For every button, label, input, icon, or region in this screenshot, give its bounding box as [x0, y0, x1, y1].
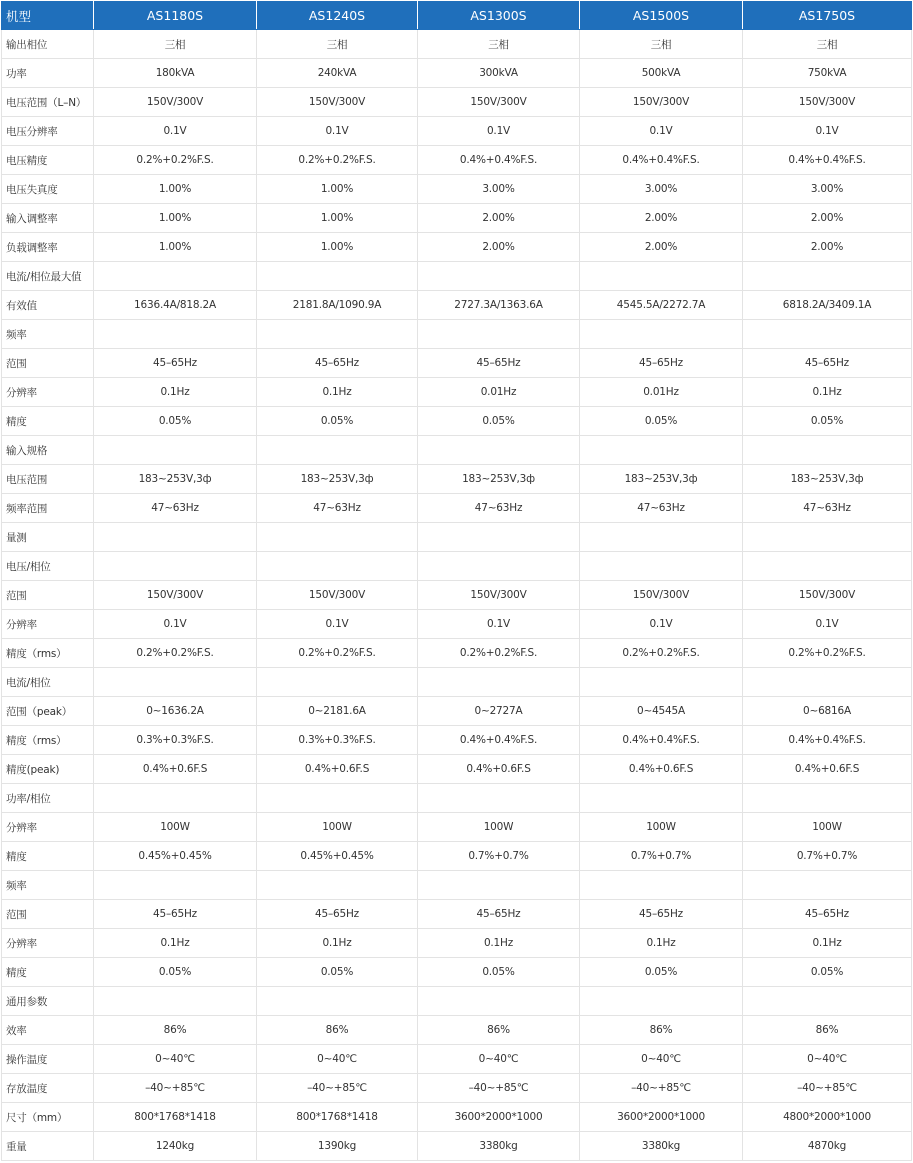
- table-cell: [580, 262, 743, 291]
- table-cell: 1.00%: [257, 175, 418, 204]
- header-model: AS1750S: [743, 2, 912, 30]
- row-label: 重量: [2, 1132, 94, 1161]
- table-cell: 0.4%+0.6F.S: [94, 755, 257, 784]
- table-cell: 150V/300V: [257, 581, 418, 610]
- table-row: [2, 320, 912, 349]
- table-cell: [94, 552, 257, 581]
- table-cell: 47~63Hz: [94, 494, 257, 523]
- row-label: 范围: [2, 581, 94, 610]
- table-row: [2, 813, 912, 842]
- table-cell: [418, 784, 580, 813]
- table-cell: [743, 320, 912, 349]
- table-cell: [743, 436, 912, 465]
- row-label: 电流/相位最大值: [2, 262, 94, 291]
- table-cell: 4800*2000*1000: [743, 1103, 912, 1132]
- table-row: [2, 668, 912, 697]
- table-cell: 0.4%+0.4%F.S.: [743, 726, 912, 755]
- table-cell: 0.05%: [743, 958, 912, 987]
- table-row: [2, 349, 912, 378]
- table-cell: 1390kg: [257, 1132, 418, 1161]
- table-cell: 三相: [580, 30, 743, 59]
- table-cell: 3600*2000*1000: [580, 1103, 743, 1132]
- table-cell: [418, 987, 580, 1016]
- table-cell: 0.4%+0.6F.S: [580, 755, 743, 784]
- table-cell: 0~1636.2A: [94, 697, 257, 726]
- table-row: [2, 697, 912, 726]
- table-cell: 0.1V: [580, 117, 743, 146]
- table-cell: 0.45%+0.45%: [257, 842, 418, 871]
- table-cell: 0.05%: [418, 958, 580, 987]
- table-cell: 0.4%+0.6F.S: [257, 755, 418, 784]
- table-cell: 150V/300V: [743, 581, 912, 610]
- table-cell: 0~40℃: [257, 1045, 418, 1074]
- table-cell: 150V/300V: [418, 88, 580, 117]
- row-label: 量测: [2, 523, 94, 552]
- row-label: 通用参数: [2, 987, 94, 1016]
- row-label: 电压范围: [2, 465, 94, 494]
- row-label: 电压/相位: [2, 552, 94, 581]
- table-cell: 45–65Hz: [743, 900, 912, 929]
- table-cell: [94, 668, 257, 697]
- table-cell: [257, 668, 418, 697]
- table-cell: 800*1768*1418: [94, 1103, 257, 1132]
- table-cell: –40~+85℃: [418, 1074, 580, 1103]
- table-cell: 183~253V,3ф: [94, 465, 257, 494]
- table-cell: 0.4%+0.4%F.S.: [418, 726, 580, 755]
- table-cell: 2727.3A/1363.6A: [418, 291, 580, 320]
- table-row: [2, 146, 912, 175]
- table-cell: 47~63Hz: [743, 494, 912, 523]
- table-cell: 150V/300V: [94, 88, 257, 117]
- table-cell: 300kVA: [418, 59, 580, 88]
- row-label: 功率/相位: [2, 784, 94, 813]
- table-cell: 100W: [580, 813, 743, 842]
- row-label: 分辨率: [2, 813, 94, 842]
- table-row: [2, 1045, 912, 1074]
- table-cell: 0.05%: [418, 407, 580, 436]
- table-cell: [743, 871, 912, 900]
- table-cell: 0.1V: [257, 610, 418, 639]
- table-cell: 0.4%+0.6F.S: [743, 755, 912, 784]
- table-cell: [743, 262, 912, 291]
- table-cell: 0.45%+0.45%: [94, 842, 257, 871]
- table-cell: [743, 987, 912, 1016]
- spec-table: [1, 1, 912, 1161]
- table-cell: 183~253V,3ф: [580, 465, 743, 494]
- table-cell: 3.00%: [418, 175, 580, 204]
- table-cell: 0~40℃: [418, 1045, 580, 1074]
- table-cell: 1.00%: [94, 204, 257, 233]
- table-cell: 180kVA: [94, 59, 257, 88]
- table-cell: 0~2727A: [418, 697, 580, 726]
- table-cell: 三相: [418, 30, 580, 59]
- table-cell: [257, 320, 418, 349]
- row-label: 电压失真度: [2, 175, 94, 204]
- table-cell: 150V/300V: [418, 581, 580, 610]
- row-label: 有效值: [2, 291, 94, 320]
- table-cell: 1.00%: [257, 204, 418, 233]
- table-cell: 0.2%+0.2%F.S.: [257, 146, 418, 175]
- table-cell: 150V/300V: [580, 581, 743, 610]
- table-cell: 3380kg: [418, 1132, 580, 1161]
- table-cell: 3.00%: [743, 175, 912, 204]
- table-cell: 45–65Hz: [257, 349, 418, 378]
- row-label: 输入规格: [2, 436, 94, 465]
- table-row: [2, 552, 912, 581]
- table-cell: 0.05%: [94, 407, 257, 436]
- table-cell: [743, 552, 912, 581]
- table-cell: 0.1V: [94, 610, 257, 639]
- table-cell: [418, 262, 580, 291]
- table-cell: 2.00%: [743, 204, 912, 233]
- table-cell: 86%: [418, 1016, 580, 1045]
- table-cell: 45–65Hz: [418, 900, 580, 929]
- table-cell: 1.00%: [94, 233, 257, 262]
- table-row: [2, 436, 912, 465]
- table-cell: [580, 987, 743, 1016]
- row-label: 精度(peak): [2, 755, 94, 784]
- row-label: 输出相位: [2, 30, 94, 59]
- table-cell: 100W: [743, 813, 912, 842]
- row-label: 范围（peak）: [2, 697, 94, 726]
- table-cell: 三相: [94, 30, 257, 59]
- table-cell: 183~253V,3ф: [257, 465, 418, 494]
- table-cell: 0~2181.6A: [257, 697, 418, 726]
- table-cell: [257, 552, 418, 581]
- table-row: [2, 30, 912, 59]
- table-cell: [580, 320, 743, 349]
- header-model: AS1180S: [94, 2, 257, 30]
- table-cell: 6818.2A/3409.1A: [743, 291, 912, 320]
- table-cell: 1.00%: [257, 233, 418, 262]
- table-row: [2, 59, 912, 88]
- row-label: 操作温度: [2, 1045, 94, 1074]
- row-label: 频率: [2, 320, 94, 349]
- table-row: [2, 117, 912, 146]
- table-cell: 100W: [257, 813, 418, 842]
- table-cell: 0.1Hz: [580, 929, 743, 958]
- row-label: 频率范围: [2, 494, 94, 523]
- table-row: [2, 784, 912, 813]
- table-cell: 3.00%: [580, 175, 743, 204]
- row-label: 分辨率: [2, 378, 94, 407]
- table-cell: 0.05%: [743, 407, 912, 436]
- table-cell: [743, 523, 912, 552]
- table-cell: 0.01Hz: [418, 378, 580, 407]
- table-cell: [418, 552, 580, 581]
- table-cell: 0.05%: [257, 407, 418, 436]
- table-cell: 0.1V: [743, 117, 912, 146]
- table-cell: [418, 523, 580, 552]
- table-row: [2, 407, 912, 436]
- table-cell: 240kVA: [257, 59, 418, 88]
- table-cell: 500kVA: [580, 59, 743, 88]
- header-model: AS1500S: [580, 2, 743, 30]
- table-cell: [257, 784, 418, 813]
- table-body: [2, 30, 912, 1161]
- table-cell: 0.4%+0.4%F.S.: [743, 146, 912, 175]
- table-cell: [94, 436, 257, 465]
- table-cell: 0~40℃: [743, 1045, 912, 1074]
- header-label: 机型: [2, 2, 94, 30]
- table-row: [2, 1132, 912, 1161]
- row-label: 尺寸（mm）: [2, 1103, 94, 1132]
- row-label: 分辨率: [2, 929, 94, 958]
- table-cell: [257, 523, 418, 552]
- row-label: 电压分辨率: [2, 117, 94, 146]
- table-cell: 0.4%+0.4%F.S.: [580, 146, 743, 175]
- table-cell: 0.7%+0.7%: [580, 842, 743, 871]
- table-cell: 0.1Hz: [743, 378, 912, 407]
- row-label: 电压范围（L–N）: [2, 88, 94, 117]
- table-cell: 150V/300V: [580, 88, 743, 117]
- table-row: [2, 900, 912, 929]
- row-label: 分辨率: [2, 610, 94, 639]
- table-cell: 45–65Hz: [94, 349, 257, 378]
- table-cell: [94, 871, 257, 900]
- table-row: [2, 465, 912, 494]
- table-row: [2, 523, 912, 552]
- table-cell: [94, 523, 257, 552]
- table-cell: 45–65Hz: [257, 900, 418, 929]
- table-row: [2, 378, 912, 407]
- table-cell: 0.7%+0.7%: [418, 842, 580, 871]
- table-row: [2, 929, 912, 958]
- table-row: [2, 1016, 912, 1045]
- table-cell: 0.01Hz: [580, 378, 743, 407]
- table-cell: 0.2%+0.2%F.S.: [743, 639, 912, 668]
- table-row: [2, 1074, 912, 1103]
- table-cell: 183~253V,3ф: [743, 465, 912, 494]
- table-cell: [257, 987, 418, 1016]
- table-cell: 1.00%: [94, 175, 257, 204]
- table-cell: 0.1Hz: [94, 929, 257, 958]
- table-cell: –40~+85℃: [257, 1074, 418, 1103]
- table-cell: –40~+85℃: [580, 1074, 743, 1103]
- table-cell: 0.1Hz: [418, 929, 580, 958]
- table-cell: [743, 668, 912, 697]
- table-cell: [418, 871, 580, 900]
- table-cell: 0.4%+0.6F.S: [418, 755, 580, 784]
- table-row: [2, 175, 912, 204]
- table-cell: 0.7%+0.7%: [743, 842, 912, 871]
- table-cell: 0.3%+0.3%F.S.: [257, 726, 418, 755]
- table-row: [2, 958, 912, 987]
- table-cell: 2181.8A/1090.9A: [257, 291, 418, 320]
- row-label: 效率: [2, 1016, 94, 1045]
- table-header-row: [2, 2, 912, 30]
- table-cell: 0.4%+0.4%F.S.: [418, 146, 580, 175]
- table-cell: 47~63Hz: [418, 494, 580, 523]
- table-cell: 0.1V: [580, 610, 743, 639]
- row-label: 精度: [2, 958, 94, 987]
- table-cell: 4870kg: [743, 1132, 912, 1161]
- table-cell: 0.2%+0.2%F.S.: [94, 639, 257, 668]
- table-row: [2, 610, 912, 639]
- table-row: [2, 639, 912, 668]
- table-cell: 1636.4A/818.2A: [94, 291, 257, 320]
- row-label: 精度（rms）: [2, 639, 94, 668]
- row-label: 负载调整率: [2, 233, 94, 262]
- table-cell: 2.00%: [418, 204, 580, 233]
- table-row: [2, 1103, 912, 1132]
- table-cell: 45–65Hz: [580, 349, 743, 378]
- table-cell: 800*1768*1418: [257, 1103, 418, 1132]
- table-row: [2, 262, 912, 291]
- table-cell: [257, 871, 418, 900]
- row-label: 精度: [2, 842, 94, 871]
- table-cell: 45–65Hz: [418, 349, 580, 378]
- table-cell: 4545.5A/2272.7A: [580, 291, 743, 320]
- table-row: [2, 494, 912, 523]
- table-cell: 0.1V: [418, 117, 580, 146]
- table-row: [2, 755, 912, 784]
- table-cell: [418, 320, 580, 349]
- table-cell: 0.05%: [580, 958, 743, 987]
- table-cell: 183~253V,3ф: [418, 465, 580, 494]
- table-cell: 1240kg: [94, 1132, 257, 1161]
- table-cell: –40~+85℃: [743, 1074, 912, 1103]
- table-cell: 2.00%: [743, 233, 912, 262]
- table-cell: 45–65Hz: [580, 900, 743, 929]
- table-cell: [257, 262, 418, 291]
- table-cell: [94, 784, 257, 813]
- table-cell: 0.1Hz: [94, 378, 257, 407]
- table-cell: 0.05%: [580, 407, 743, 436]
- table-cell: 45–65Hz: [94, 900, 257, 929]
- table-cell: 0.1Hz: [257, 378, 418, 407]
- row-label: 电压精度: [2, 146, 94, 175]
- table-cell: 0.2%+0.2%F.S.: [94, 146, 257, 175]
- header-model: AS1240S: [257, 2, 418, 30]
- table-cell: 2.00%: [580, 204, 743, 233]
- table-cell: 3600*2000*1000: [418, 1103, 580, 1132]
- table-cell: [580, 523, 743, 552]
- table-cell: 47~63Hz: [257, 494, 418, 523]
- row-label: 精度: [2, 407, 94, 436]
- table-row: [2, 871, 912, 900]
- table-cell: 150V/300V: [257, 88, 418, 117]
- table-cell: 0.1V: [94, 117, 257, 146]
- table-cell: 0~6816A: [743, 697, 912, 726]
- table-cell: 三相: [257, 30, 418, 59]
- table-row: [2, 291, 912, 320]
- table-cell: [257, 436, 418, 465]
- row-label: 存放温度: [2, 1074, 94, 1103]
- row-label: 电流/相位: [2, 668, 94, 697]
- table-cell: 86%: [94, 1016, 257, 1045]
- table-cell: [580, 871, 743, 900]
- table-cell: [94, 987, 257, 1016]
- table-cell: 0~4545A: [580, 697, 743, 726]
- row-label: 范围: [2, 900, 94, 929]
- table-row: [2, 842, 912, 871]
- table-cell: 0~40℃: [580, 1045, 743, 1074]
- table-cell: 0.2%+0.2%F.S.: [580, 639, 743, 668]
- table-cell: 0.1V: [743, 610, 912, 639]
- table-cell: 86%: [743, 1016, 912, 1045]
- table-cell: [580, 784, 743, 813]
- table-cell: 0.1Hz: [743, 929, 912, 958]
- table-cell: 2.00%: [580, 233, 743, 262]
- table-cell: 100W: [418, 813, 580, 842]
- table-cell: 0.1V: [257, 117, 418, 146]
- table-cell: 0.4%+0.4%F.S.: [580, 726, 743, 755]
- table-cell: 0.1V: [418, 610, 580, 639]
- table-cell: [418, 668, 580, 697]
- table-cell: [743, 784, 912, 813]
- table-cell: 0.2%+0.2%F.S.: [418, 639, 580, 668]
- table-cell: 0~40℃: [94, 1045, 257, 1074]
- table-cell: 0.2%+0.2%F.S.: [257, 639, 418, 668]
- table-row: [2, 987, 912, 1016]
- table-row: [2, 88, 912, 117]
- row-label: 范围: [2, 349, 94, 378]
- table-cell: 47~63Hz: [580, 494, 743, 523]
- table-cell: –40~+85℃: [94, 1074, 257, 1103]
- table-cell: [418, 436, 580, 465]
- row-label: 精度（rms）: [2, 726, 94, 755]
- table-row: [2, 726, 912, 755]
- table-cell: 150V/300V: [743, 88, 912, 117]
- table-cell: 86%: [580, 1016, 743, 1045]
- row-label: 输入调整率: [2, 204, 94, 233]
- table-cell: 0.1Hz: [257, 929, 418, 958]
- table-cell: 750kVA: [743, 59, 912, 88]
- table-cell: 0.3%+0.3%F.S.: [94, 726, 257, 755]
- table-cell: [580, 552, 743, 581]
- table-row: [2, 233, 912, 262]
- table-cell: [94, 262, 257, 291]
- table-cell: [580, 436, 743, 465]
- table-cell: 0.05%: [257, 958, 418, 987]
- table-cell: 3380kg: [580, 1132, 743, 1161]
- table-cell: 100W: [94, 813, 257, 842]
- row-label: 功率: [2, 59, 94, 88]
- table-cell: 45–65Hz: [743, 349, 912, 378]
- table-row: [2, 204, 912, 233]
- table-cell: [580, 668, 743, 697]
- table-cell: 三相: [743, 30, 912, 59]
- table-cell: 86%: [257, 1016, 418, 1045]
- table-cell: 150V/300V: [94, 581, 257, 610]
- table-cell: 0.05%: [94, 958, 257, 987]
- table-row: [2, 581, 912, 610]
- table-cell: [94, 320, 257, 349]
- row-label: 频率: [2, 871, 94, 900]
- header-model: AS1300S: [418, 2, 580, 30]
- table-cell: 2.00%: [418, 233, 580, 262]
